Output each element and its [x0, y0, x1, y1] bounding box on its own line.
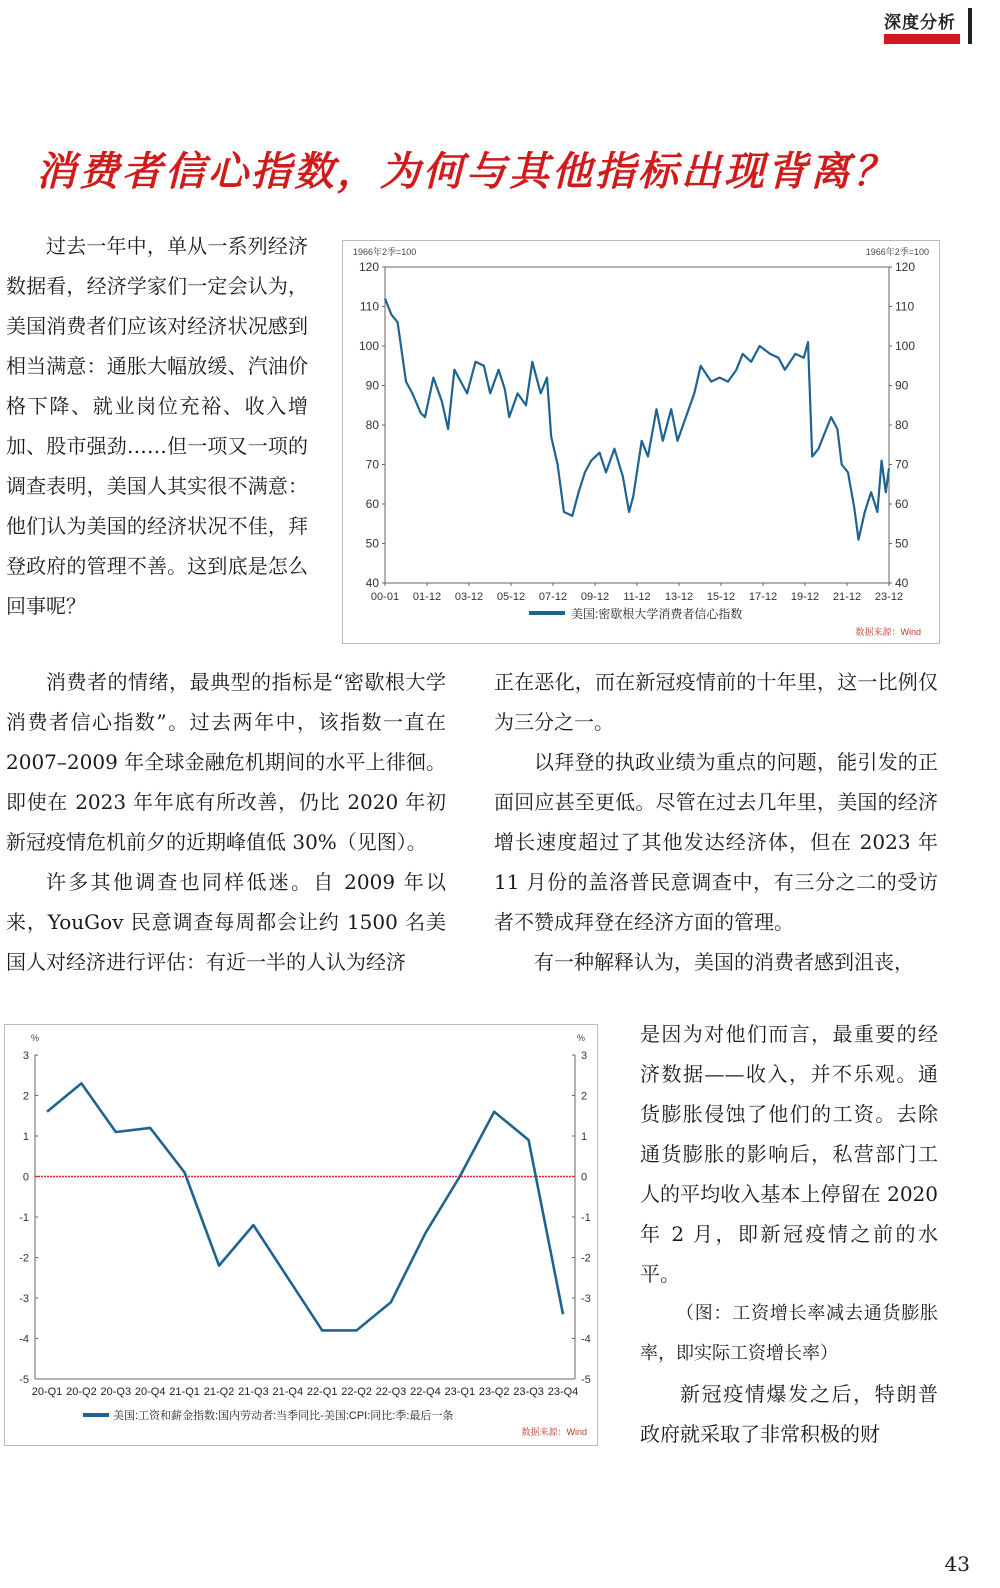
y-tick-label-left: 70: [365, 457, 379, 472]
y-tick-label-left: 3: [22, 1050, 29, 1062]
x-tick-label: 22-Q4: [410, 1386, 441, 1398]
x-tick-label: 07-12: [538, 591, 568, 603]
legend-label: 美国:密歇根大学消费者信心指数: [571, 607, 743, 621]
y-tick-label-right: -1: [581, 1212, 591, 1224]
x-tick-label: 01-12: [412, 591, 442, 603]
left-column-mid: [6, 662, 446, 982]
y-tick-label-left: 2: [22, 1090, 29, 1103]
paragraph-5: 以拜登的执政业绩为重点的问题，能引发的正面回应甚至更低。尽管在过去几年里，美国的经济增长速度超过了其他发达经济体，但在 2023 年 11 月份的盖洛普民意调查中，有三分之二的受访者不赞成拜登在经济方面的管理。: [494, 750, 938, 934]
y-tick-label-right: -4: [581, 1333, 591, 1346]
paragraph-7: 新冠疫情爆发之后，特朗普政府就采取了非常积极的财: [640, 1382, 938, 1446]
x-tick-label: 03-12: [454, 591, 484, 603]
plot-frame: [385, 267, 889, 583]
data-source: 数据来源：Wind: [521, 1427, 587, 1437]
paragraph-3: 许多其他调查也同样低迷。自 2009 年以来，YouGov 民意调查每周都会让约 1500 名美国人对经济进行评估：有近一半的人认为经济: [6, 870, 446, 974]
x-tick-label: 15-12: [706, 591, 736, 603]
series-line-real-wage: [47, 1083, 563, 1330]
y-tick-label-left: 1: [22, 1131, 29, 1143]
page-number: 43: [944, 1552, 970, 1576]
x-tick-label: 23-Q2: [478, 1386, 510, 1398]
data-source: 数据来源：Wind: [855, 627, 921, 637]
y-tick-label-right: 3: [581, 1050, 588, 1062]
y-tick-label-left: -1: [19, 1212, 29, 1224]
y-tick-label-right: 100: [895, 339, 916, 353]
y-tick-label-left: 100: [358, 339, 379, 353]
y-tick-label-right: 120: [895, 260, 916, 274]
x-tick-label: 23-12: [874, 591, 904, 603]
chart-real-wage-growth: [4, 1024, 598, 1446]
x-tick-label: 11-12: [623, 591, 651, 603]
x-tick-label: 23-Q3: [513, 1386, 544, 1398]
x-tick-label: 00-01: [370, 591, 400, 603]
y-tick-label-left: 50: [365, 536, 379, 551]
x-tick-label: 09-12: [580, 591, 610, 603]
y-tick-label-right: 110: [895, 299, 915, 314]
x-tick-label: 23-Q4: [547, 1386, 579, 1398]
paragraph-6-lead: 有一种解释认为，美国的消费者感到沮丧，: [534, 950, 914, 974]
right-column-bottom: [640, 1014, 938, 1454]
article-title: 消费者信心指数，为何与其他指标出现背离？: [36, 149, 896, 195]
y-unit-left: 1966年2季=100: [353, 247, 417, 257]
y-tick-label-right: 2: [581, 1090, 588, 1103]
x-tick-label: 21-Q4: [272, 1386, 304, 1398]
chart-real-wage-growth-svg: [5, 1025, 597, 1445]
y-tick-label-right: 60: [895, 497, 909, 511]
section-tag: 深度分析: [884, 13, 956, 33]
paragraph-4: 正在恶化，而在新冠疫情前的十年里，这一比例仅为三分之一。: [494, 670, 938, 734]
y-tick-label-right: 50: [895, 536, 909, 551]
y-tick-label-left: -4: [19, 1333, 29, 1346]
section-underline: [884, 34, 960, 44]
chart-consumer-sentiment-svg: [343, 241, 939, 643]
series-line-consumer-sentiment: [385, 299, 889, 540]
x-tick-label: 21-Q3: [238, 1386, 269, 1398]
paragraph-6-rest: 是因为对他们而言，最重要的经济数据——收入，并不乐观。通货膨胀侵蚀了他们的工资。去除通货膨胀的影响后，私营部门工人的平均收入基本上停留在 2020 年 2 月，即新冠疫情之前的水平。: [640, 1022, 938, 1286]
right-column-mid: [494, 662, 938, 982]
x-tick-label: 20-Q1: [31, 1386, 63, 1398]
y-tick-label-right: 1: [581, 1131, 588, 1143]
section-divider: [968, 8, 972, 44]
x-tick-label: 21-12: [832, 591, 862, 603]
y-tick-label-right: -3: [581, 1293, 591, 1305]
y-tick-label-left: -5: [19, 1374, 29, 1386]
x-tick-label: 21-Q1: [169, 1386, 200, 1398]
y-tick-label-left: 120: [358, 260, 379, 274]
x-tick-label: 20-Q3: [100, 1386, 132, 1398]
x-tick-label: 22-Q1: [306, 1386, 338, 1398]
y-unit-left: %: [31, 1033, 40, 1043]
y-tick-label-right: 40: [895, 576, 909, 590]
y-tick-label-right: -2: [581, 1252, 591, 1265]
paragraph-1: 过去一年中，单从一系列经济数据看，经济学家们一定会认为，美国消费者们应该对经济状况感到相当满意：通胀大幅放缓、汽油价格下降、就业岗位充裕、收入增加、股市强劲……但一项又一项的调查表明，美国人其实很不满意：他们认为美国的经济状况不佳，拜登政府的管理不善。这到底是怎么回事呢？: [6, 234, 308, 618]
x-tick-label: 23-Q1: [444, 1386, 476, 1398]
x-tick-label: 22-Q3: [375, 1386, 407, 1398]
x-tick-label: 17-12: [748, 591, 778, 603]
y-unit-right: 1966年2季=100: [865, 247, 929, 257]
y-tick-label-right: -5: [581, 1374, 591, 1386]
figure-caption: （图：工资增长率减去通货膨胀率，即实际工资增长率）: [640, 1303, 938, 1364]
y-tick-label-left: 80: [365, 418, 379, 432]
x-tick-label: 21-Q2: [203, 1386, 235, 1398]
legend-label: 美国:工资和薪金指数:国内劳动者:当季同比-美国:CPI:同比:季:最后一条: [113, 1410, 454, 1422]
x-tick-label: 13-12: [664, 591, 694, 603]
x-tick-label: 19-12: [790, 591, 820, 603]
left-column-top: [6, 226, 308, 626]
y-unit-right: %: [577, 1033, 586, 1043]
x-tick-label: 22-Q2: [341, 1386, 372, 1398]
paragraph-2: 消费者的情绪，最典型的指标是“密歇根大学消费者信心指数”。过去两年中，该指数一直在 2007–2009 年全球金融危机期间的水平上徘徊。即使在 2023 年年底有所改善，仍比 2020 年初新冠疫情危机前夕的近期峰值低 30%（见图）。: [6, 670, 446, 854]
y-tick-label-right: 70: [895, 457, 909, 472]
chart-consumer-sentiment: [342, 240, 940, 644]
x-tick-label: 05-12: [496, 591, 526, 603]
y-tick-label-right: 0: [581, 1171, 588, 1184]
y-tick-label-left: 110: [359, 299, 379, 314]
y-tick-label-left: 40: [365, 576, 379, 590]
y-tick-label-right: 90: [895, 378, 909, 393]
x-tick-label: 20-Q4: [134, 1386, 166, 1398]
y-tick-label-left: -2: [19, 1252, 29, 1265]
x-tick-label: 20-Q2: [66, 1386, 97, 1398]
y-tick-label-right: 80: [895, 418, 909, 432]
y-tick-label-left: -3: [19, 1293, 29, 1305]
y-tick-label-left: 60: [365, 497, 379, 511]
y-tick-label-left: 0: [22, 1171, 29, 1184]
y-tick-label-left: 90: [365, 378, 379, 393]
